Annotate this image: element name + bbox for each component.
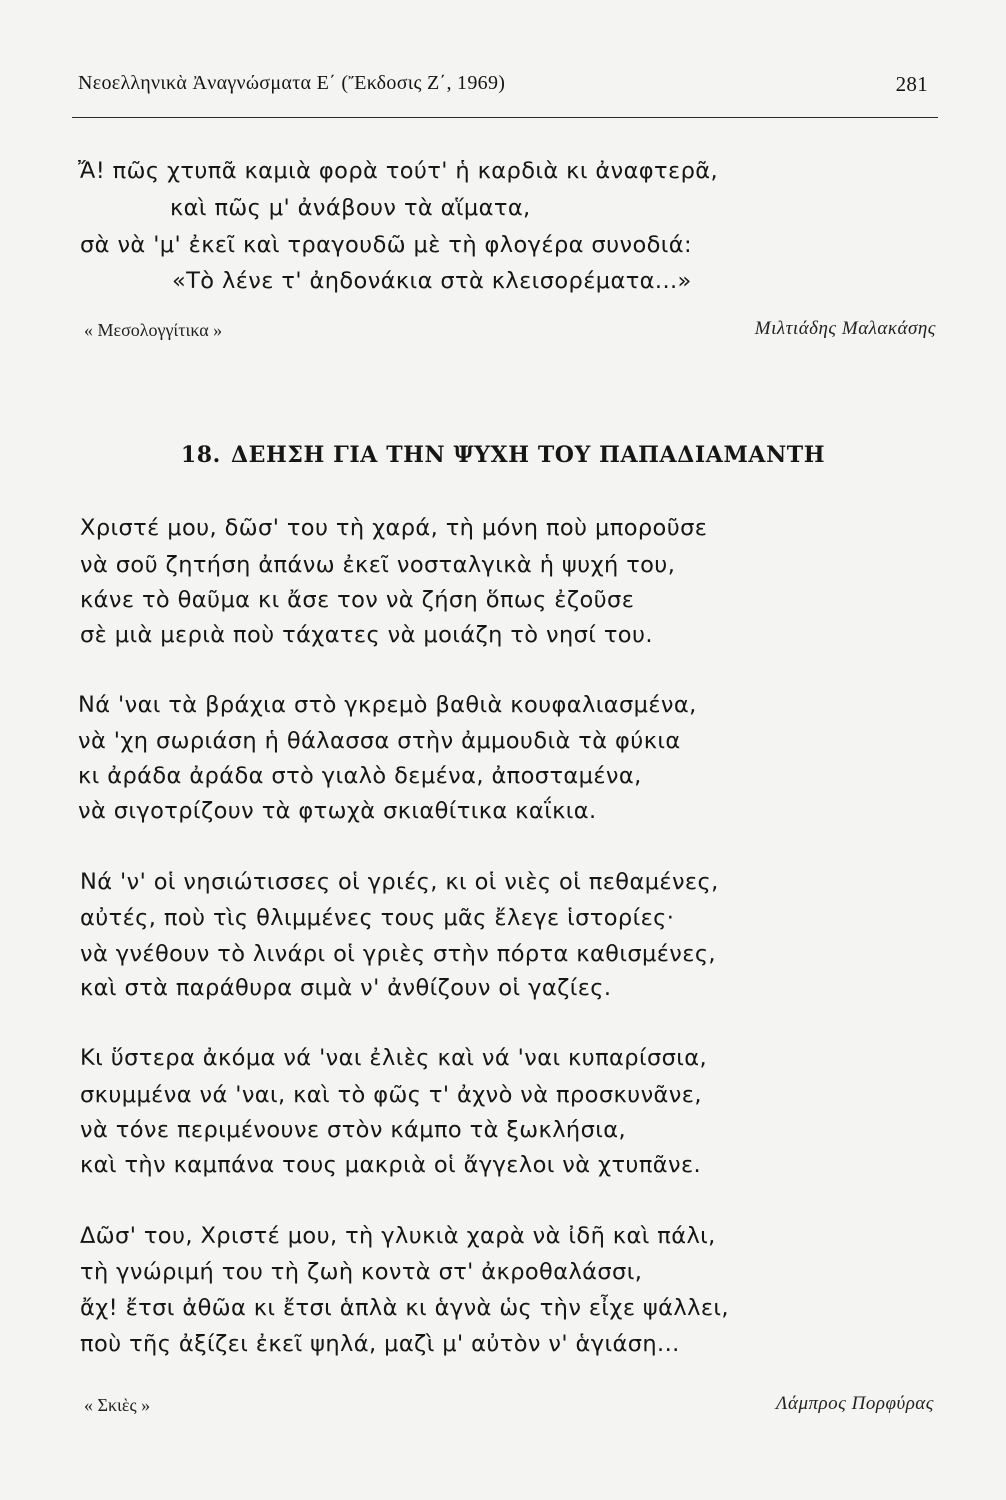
poem2-source: « Σκιὲς » xyxy=(84,1395,151,1415)
stanza2-line-3: κι ἀράδα ἀράδα στὸ γιαλὸ δεμένα, ἀποσταμένα, xyxy=(78,763,642,789)
stanza3-line-2: αὐτές, ποὺ τὶς θλιμμένες τους μᾶς ἔλεγε ἱστορίες· xyxy=(80,905,675,931)
header-rule xyxy=(72,117,938,118)
section-title: ΔΕΗΣΗ ΓΙΑ ΤΗΝ ΨΥΧΗ ΤΟΥ ΠΑΠΑΔΙΑΜΑΝΤΗ xyxy=(230,442,826,468)
poem1-line-3: σὰ νὰ 'μ' ἐκεῖ καὶ τραγουδῶ μὲ τὴ φλογέρα συνοδιά: xyxy=(80,232,693,258)
poem1-source: « Μεσολογγίτικα » xyxy=(84,320,223,340)
page-number: 281 xyxy=(895,72,928,96)
stanza1-line-2: νὰ σοῦ ζητήση ἀπάνω ἐκεῖ νοσταλγικὰ ἡ ψυχή του, xyxy=(80,552,676,578)
stanza4-line-1: Κι ὕστερα ἀκόμα νά 'ναι ἐλιὲς καὶ νά 'ναι κυπαρίσσια, xyxy=(80,1045,708,1071)
stanza5-line-3: ἄχ! ἔτσι ἀθῶα κι ἔτσι ἁπλὰ κι ἁγνὰ ὡς τὴν εἶχε ψάλλει, xyxy=(80,1295,729,1321)
stanza3-line-1: Νά 'ν' οἱ νησιώτισσες οἱ γριές, κι οἱ νιὲς οἱ πεθαμένες, xyxy=(80,869,719,895)
stanza2-line-4: νὰ σιγοτρίζουν τὰ φτωχὰ σκιαθίτικα καΐκια. xyxy=(78,798,597,824)
poem1-author: Μιλτιάδης Μαλακάσης xyxy=(754,318,936,339)
stanza2-line-1: Νά 'ναι τὰ βράχια στὸ γκρεμὸ βαθιὰ κουφαλιασμένα, xyxy=(78,692,697,718)
stanza1-line-3: κάνε τὸ θαῦμα κι ἄσε τον νὰ ζήση ὅπως ἐζοῦσε xyxy=(80,587,635,613)
poem1-line-4: «Τὸ λένε τ' ἀηδονάκια στὰ κλεισορέματα...» xyxy=(172,268,692,294)
stanza4-line-4: καὶ τὴν καμπάνα τους μακριὰ οἱ ἄγγελοι νὰ χτυπᾶνε. xyxy=(80,1152,702,1178)
running-header-title: Νεοελληνικὰ Ἀναγνώσματα Ε΄ (Ἔκδοσις Ζ΄, 1969) xyxy=(78,72,506,94)
stanza5-line-4: ποὺ τῆς ἀξίζει ἐκεῖ ψηλά, μαζὶ μ' αὐτὸν ν' ἁγιάση... xyxy=(80,1331,680,1357)
stanza4-line-2: σκυμμένα νά 'ναι, καὶ τὸ φῶς τ' ἀχνὸ νὰ προσκυνᾶνε, xyxy=(80,1082,702,1108)
poem1-line-2: καὶ πῶς μ' ἀνάβουν τὰ αἵματα, xyxy=(170,195,531,221)
poem1-line-1: Ἄ! πῶς χτυπᾶ καμιὰ φορὰ τούτ' ἡ καρδιὰ κι ἀναφτερᾶ, xyxy=(78,158,719,184)
stanza5-line-2: τὴ γνώριμή του τὴ ζωὴ κοντὰ στ' ἀκροθαλάσσι, xyxy=(80,1259,643,1285)
stanza5-line-1: Δῶσ' του, Χριστέ μου, τὴ γλυκιὰ χαρὰ νὰ ἰδῆ καὶ πάλι, xyxy=(80,1223,716,1249)
section-number: 18. xyxy=(180,442,221,468)
section-heading xyxy=(0,442,1006,468)
stanza4-line-3: νὰ τόνε περιμένουνε στὸν κάμπο τὰ ξωκλήσια, xyxy=(80,1117,627,1143)
stanza1-line-4: σὲ μιὰ μεριὰ ποὺ τάχατες νὰ μοιάζη τὸ νησί του. xyxy=(80,622,653,648)
stanza1-line-1: Χριστέ μου, δῶσ' του τὴ χαρά, τὴ μόνη ποὺ μποροῦσε xyxy=(80,515,708,541)
running-header xyxy=(78,66,938,100)
stanza3-line-4: καὶ στὰ παράθυρα σιμὰ ν' ἀνθίζουν οἱ γαζίες. xyxy=(80,975,612,1001)
stanza2-line-2: νὰ 'χη σωριάση ἡ θάλασσα στὴν ἀμμουδιὰ τὰ φύκια xyxy=(78,728,681,754)
stanza3-line-3: νὰ γνέθουν τὸ λινάρι οἱ γριὲς στὴν πόρτα καθισμένες, xyxy=(80,941,716,967)
poem2-author: Λάμπρος Πορφύρας xyxy=(776,1393,934,1414)
